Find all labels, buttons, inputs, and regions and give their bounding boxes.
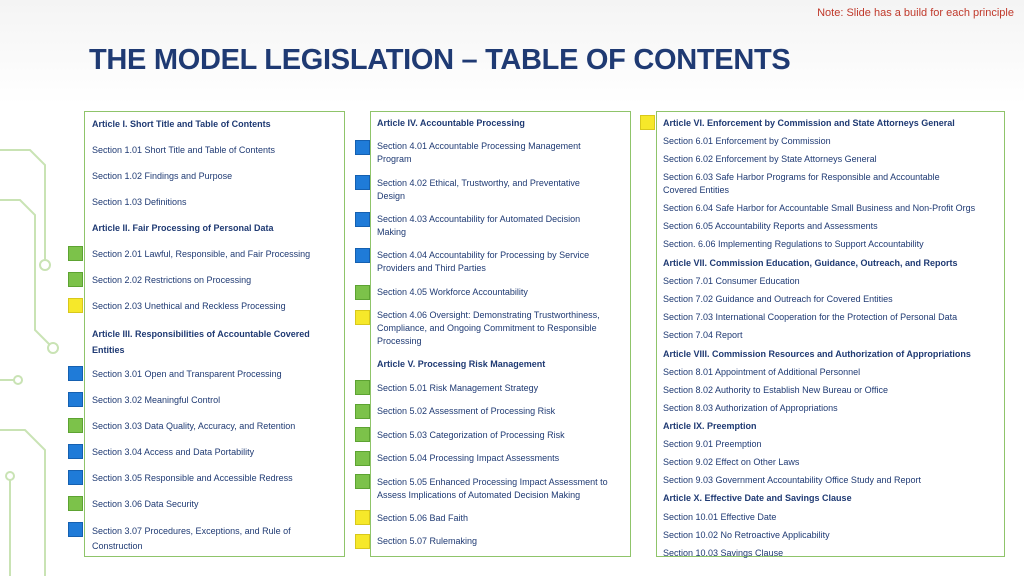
section-item: Section 4.03 Accountability for Automated Decision Making [377,214,581,237]
section-item: Section 7.03 International Cooperation for the Protection of Personal Data [663,312,958,322]
section-item: Section 9.01 Preemption [663,439,762,449]
section-item: Section 5.07 Rulemaking [377,536,478,546]
principle-marker-yellow [355,510,370,525]
article-heading: Article III. Responsibilities of Accountable Covered Entities [92,329,310,355]
section-item: Section 5.03 Categorization of Processing Risk [377,430,565,440]
section-item: Section 3.04 Access and Data Portability [92,447,255,457]
article-heading: Article II. Fair Processing of Personal Data [92,223,274,233]
principle-marker-green [68,418,83,433]
principle-marker-green [355,404,370,419]
article-heading: Article VIII. Commission Resources and Authorization of Appropriations [663,349,971,359]
section-item: Section 9.03 Government Accountability Office Study and Report [663,475,921,485]
section-item: Section 3.05 Responsible and Accessible Redress [92,473,293,483]
section-item: Section 3.01 Open and Transparent Processing [92,369,282,379]
section-item: Section 5.04 Processing Impact Assessments [377,453,560,463]
principle-marker-green [355,474,370,489]
section-item: Section 3.03 Data Quality, Accuracy, and Retention [92,421,296,431]
article-heading: Article VII. Commission Education, Guidance, Outreach, and Reports [663,258,958,268]
principle-marker-yellow [355,310,370,325]
section-item: Section. 6.06 Implementing Regulations to Support Accountability [663,239,924,249]
section-item: Section 6.03 Safe Harbor Programs for Responsible and Accountable Covered Entities [663,172,940,195]
circuit-decoration [0,0,80,576]
build-note: Note: Slide has a build for each principle [817,7,1014,19]
principle-marker-green [68,272,83,287]
article-heading: Article I. Short Title and Table of Contents [92,119,271,129]
section-item: Section 1.02 Findings and Purpose [92,171,233,181]
section-item: Section 5.01 Risk Management Strategy [377,383,539,393]
section-item: Section 10.02 No Retroactive Applicability [663,530,830,540]
section-item: Section 10.03 Savings Clause [663,548,784,558]
section-item: Section 5.05 Enhanced Processing Impact Assessment to Assess Implications of Automated Decision Making [377,477,608,500]
section-item: Section 5.06 Bad Faith [377,513,469,523]
page-title: THE MODEL LEGISLATION – TABLE OF CONTENTS [89,44,791,76]
article-heading: Article V. Processing Risk Management [377,359,546,369]
principle-marker-blue [68,366,83,381]
principle-marker-green [355,380,370,395]
section-item: Section 8.01 Appointment of Additional Personnel [663,367,861,377]
article-heading: Article IX. Preemption [663,421,757,431]
section-item: Section 8.02 Authority to Establish New Bureau or Office [663,385,888,395]
principle-marker-green [355,451,370,466]
section-item: Section 3.07 Procedures, Exceptions, and Rule of Construction [92,526,291,551]
principle-marker-blue [68,470,83,485]
section-item: Section 6.02 Enforcement by State Attorneys General [663,154,877,164]
section-item: Section 3.06 Data Security [92,499,199,509]
article-heading: Article IV. Accountable Processing [377,118,525,128]
toc-column-3 [656,111,1005,557]
toc-column-2 [370,111,631,557]
section-item: Section 9.02 Effect on Other Laws [663,457,800,467]
section-item: Section 4.06 Oversight: Demonstrating Trustworthiness, Compliance, and Ongoing Commitment to Responsible Processing [377,310,600,346]
section-item: Section 7.02 Guidance and Outreach for Covered Entities [663,294,893,304]
section-item: Section 6.01 Enforcement by Commission [663,136,831,146]
principle-marker-yellow [68,298,83,313]
principle-marker-blue [355,212,370,227]
section-item: Section 1.01 Short Title and Table of Contents [92,145,275,155]
principle-marker-blue [68,444,83,459]
section-item: Section 7.04 Report [663,330,743,340]
section-item: Section 4.01 Accountable Processing Management Program [377,141,581,164]
principle-marker-blue [68,522,83,537]
principle-marker-blue [355,175,370,190]
principle-marker-yellow [640,115,655,130]
principle-marker-blue [68,392,83,407]
section-item: Section 2.01 Lawful, Responsible, and Fair Processing [92,249,311,259]
section-item: Section 4.04 Accountability for Processing by Service Providers and Third Parties [377,250,590,273]
section-item: Section 5.02 Assessment of Processing Risk [377,406,556,416]
principle-marker-green [355,427,370,442]
article-heading: Article VI. Enforcement by Commission and State Attorneys General [663,118,955,128]
section-item: Section 2.02 Restrictions on Processing [92,275,252,285]
principle-marker-blue [355,140,370,155]
section-item: Section 2.03 Unethical and Reckless Processing [92,301,286,311]
section-item: Section 8.03 Authorization of Appropriations [663,403,838,413]
section-item: Section 6.05 Accountability Reports and Assessments [663,221,878,231]
article-heading: Article X. Effective Date and Savings Clause [663,493,852,503]
principle-marker-green [68,246,83,261]
section-item: Section 6.04 Safe Harbor for Accountable Small Business and Non-Profit Orgs [663,203,976,213]
principle-marker-green [355,285,370,300]
principle-marker-green [68,496,83,511]
section-item: Section 10.01 Effective Date [663,512,777,522]
section-item: Section 3.02 Meaningful Control [92,395,221,405]
toc-column-1 [84,111,345,557]
section-item: Section 7.01 Consumer Education [663,276,800,286]
section-item: Section 4.05 Workforce Accountability [377,287,528,297]
principle-marker-blue [355,248,370,263]
section-item: Section 4.02 Ethical, Trustworthy, and Preventative Design [377,178,580,201]
principle-marker-yellow [355,534,370,549]
section-item: Section 1.03 Definitions [92,197,187,207]
